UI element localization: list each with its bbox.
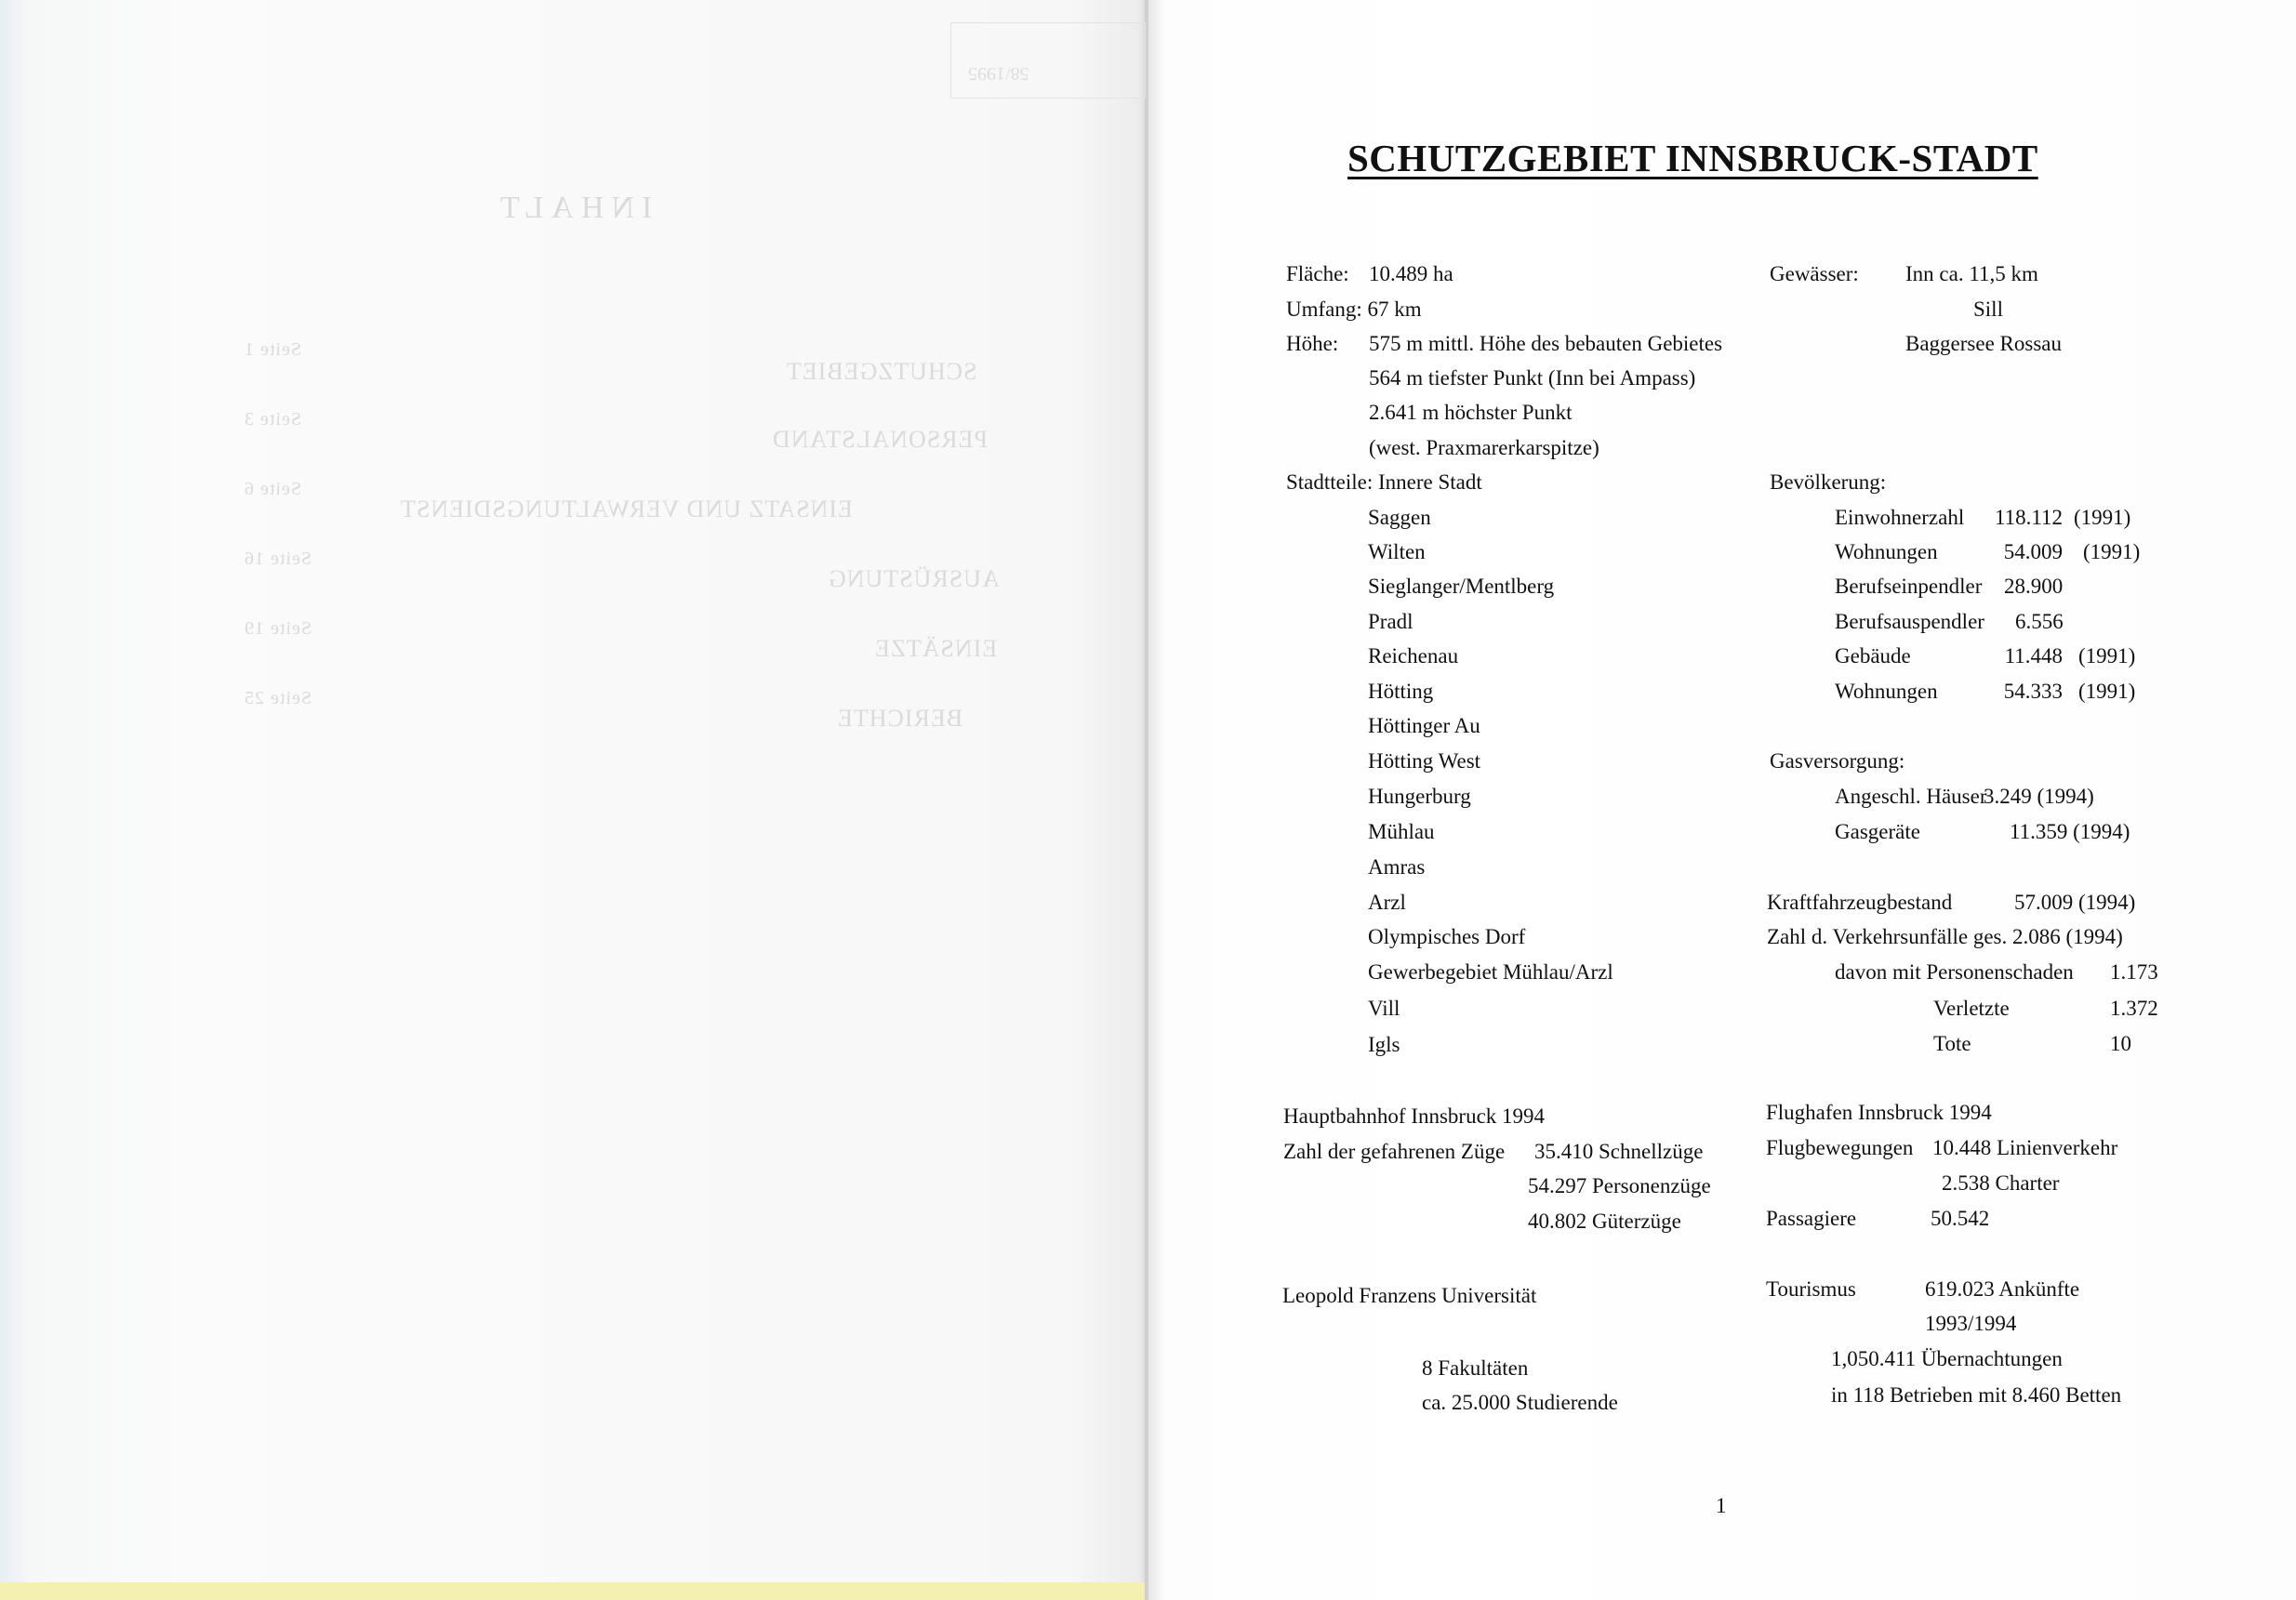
ghost-page: Seite 6 (244, 479, 301, 499)
stadtteil-item: Saggen (1368, 506, 1431, 529)
unfaelle: Zahl d. Verkehrsunfälle ges. 2.086 (1994) (1767, 925, 2123, 948)
bev-value: 11.448 (2004, 644, 2063, 668)
hoehe-line: 564 m tiefster Punkt (Inn bei Ampass) (1369, 366, 1696, 390)
bevoelkerung-label: Bevölkerung: (1770, 470, 1887, 494)
ghost-item: EINSÄTZE (874, 635, 998, 662)
stadtteil-item: Mühlau (1368, 820, 1435, 843)
flugbewegungen-row: 2.538 Charter (1942, 1171, 2060, 1195)
bev-key: Berufsauspendler (1835, 610, 1984, 633)
ghost-item: EINSATZ UND VERWALTUNGSDIENST (400, 496, 853, 522)
hoehe-line: 575 m mittl. Höhe des bebauten Gebietes (1369, 332, 1723, 355)
right-page (1147, 0, 2296, 1600)
uni-line: ca. 25.000 Studierende (1422, 1391, 1618, 1414)
stadtteil-item: Vill (1368, 997, 1400, 1020)
gewaesser-label: Gewässer: (1770, 262, 1859, 285)
gas-label: Gasversorgung: (1770, 749, 1905, 773)
tote-label: Tote (1933, 1032, 1971, 1055)
stadtteil-item: Höttinger Au (1368, 714, 1480, 737)
bahnhof-row: 40.802 Güterzüge (1528, 1210, 1681, 1233)
ghost-page: Seite 1 (244, 339, 301, 360)
verletzte-value: 1.372 (2110, 997, 2158, 1020)
tourismus-line: in 118 Betrieben mit 8.460 Betten (1831, 1383, 2122, 1407)
ghost-item: BERICHTE (837, 705, 963, 732)
gas-value: 11.359 (1994) (2010, 820, 2130, 843)
flaeche-value: 10.489 ha (1369, 262, 1453, 285)
bev-year: (1991) (2074, 506, 2131, 529)
left-page (0, 0, 1147, 1600)
stadtteil-item: Pradl (1368, 610, 1413, 633)
page-fold (1145, 0, 1148, 1600)
personenschaden-value: 1.173 (2110, 960, 2158, 984)
tote-value: 10 (2110, 1032, 2131, 1055)
ghost-page: Seite 25 (244, 688, 312, 708)
stadtteil-item: Igls (1368, 1033, 1400, 1056)
flugbewegungen-row: 10.448 Linienverkehr (1932, 1136, 2118, 1159)
gas-value: 3.249 (1994) (1984, 785, 2094, 808)
hoehe-label: Höhe: (1286, 332, 1339, 355)
ghost-item: SCHUTZGEBIET (786, 358, 977, 385)
yellow-strip (0, 1582, 1147, 1600)
bahnhof-row: 54.297 Personenzüge (1528, 1174, 1711, 1197)
bev-key: Einwohnerzahl (1835, 506, 1965, 529)
bev-value: 6.556 (2015, 610, 2064, 633)
kfz-value: 57.009 (1994) (2014, 891, 2136, 914)
ghost-item: PERSONALSTAND (772, 426, 988, 453)
bev-year: (1991) (2083, 540, 2141, 563)
umfang: Umfang: 67 km (1286, 298, 1422, 321)
ghost-page: Seite 3 (244, 409, 301, 430)
stadtteil-item: Arzl (1368, 891, 1406, 914)
tourismus-line: 1,050.411 Übernachtungen (1831, 1347, 2063, 1370)
stadtteil-item: Hungerburg (1368, 785, 1471, 808)
ghost-item: AUSRÜSTUNG (828, 565, 1000, 592)
flugbewegungen-label: Flugbewegungen (1766, 1136, 1914, 1159)
flaeche-label: Fläche: (1286, 262, 1349, 285)
kfz-label: Kraftfahrzeugbestand (1767, 891, 1953, 914)
bev-value: 118.112 (1994, 506, 2063, 529)
tourismus-line: 619.023 Ankünfte (1925, 1277, 2080, 1301)
gas-key: Angeschl. Häuser (1835, 785, 1987, 808)
bev-year: (1991) (2078, 680, 2136, 703)
bev-key: Wohnungen (1835, 680, 1938, 703)
stadtteil-item: Wilten (1368, 540, 1426, 563)
stadtteil-item: Hötting (1368, 680, 1434, 703)
stadtteil-item: Olympisches Dorf (1368, 925, 1526, 948)
tourismus-label: Tourismus (1766, 1277, 1856, 1301)
stadtteil-item: Reichenau (1368, 644, 1459, 668)
tourismus-line: 1993/1994 (1925, 1312, 2017, 1335)
stadtteil-item: Gewerbegebiet Mühlau/Arzl (1368, 960, 1613, 984)
bahnhof-title: Hauptbahnhof Innsbruck 1994 (1283, 1104, 1546, 1128)
bahnhof-label: Zahl der gefahrenen Züge (1283, 1140, 1506, 1163)
hoehe-line: (west. Praxmarerkarspitze) (1369, 436, 1599, 459)
uni-line: 8 Fakultäten (1422, 1356, 1529, 1380)
ghost-page: Seite 16 (244, 549, 312, 569)
uni-title: Leopold Franzens Universität (1282, 1284, 1537, 1307)
gewaesser-item: Inn ca. 11,5 km (1905, 262, 2038, 285)
page-number: 1 (1716, 1494, 1727, 1517)
passagiere-value: 50.542 (1931, 1207, 1990, 1230)
bev-value: 28.900 (2004, 575, 2064, 598)
stadtteil-item: Sieglanger/Mentlberg (1368, 575, 1555, 598)
ghost-page: Seite 19 (244, 618, 312, 639)
personenschaden-label: davon mit Personenschaden (1835, 960, 2074, 984)
bahnhof-row: 35.410 Schnellzüge (1534, 1140, 1704, 1163)
flughafen-title: Flughafen Innsbruck 1994 (1766, 1101, 1992, 1124)
stadtteile-label: Stadtteile: Innere Stadt (1286, 470, 1482, 494)
passagiere-label: Passagiere (1766, 1207, 1857, 1230)
stadtteil-item: Hötting West (1368, 749, 1481, 773)
stadtteil-item: Amras (1368, 855, 1426, 879)
hoehe-line: 2.641 m höchster Punkt (1369, 401, 1573, 424)
gewaesser-item: Baggersee Rossau (1905, 332, 2062, 355)
bev-value: 54.333 (2003, 680, 2063, 703)
bev-key: Wohnungen (1835, 540, 1938, 563)
verletzte-label: Verletzte (1933, 997, 2010, 1020)
bev-key: Berufseinpendler (1835, 575, 1983, 598)
gas-key: Gasgeräte (1835, 820, 1920, 843)
bev-value: 54.009 (2003, 540, 2063, 563)
archive-stamp: 58/1995 (950, 22, 1146, 99)
bev-year: (1991) (2078, 644, 2136, 668)
bev-key: Gebäude (1835, 644, 1911, 668)
gewaesser-item: Sill (1973, 298, 2003, 321)
ghost-heading: INHALT (493, 191, 653, 225)
page-title: SCHUTZGEBIET INNSBRUCK-STADT (1347, 137, 2038, 179)
